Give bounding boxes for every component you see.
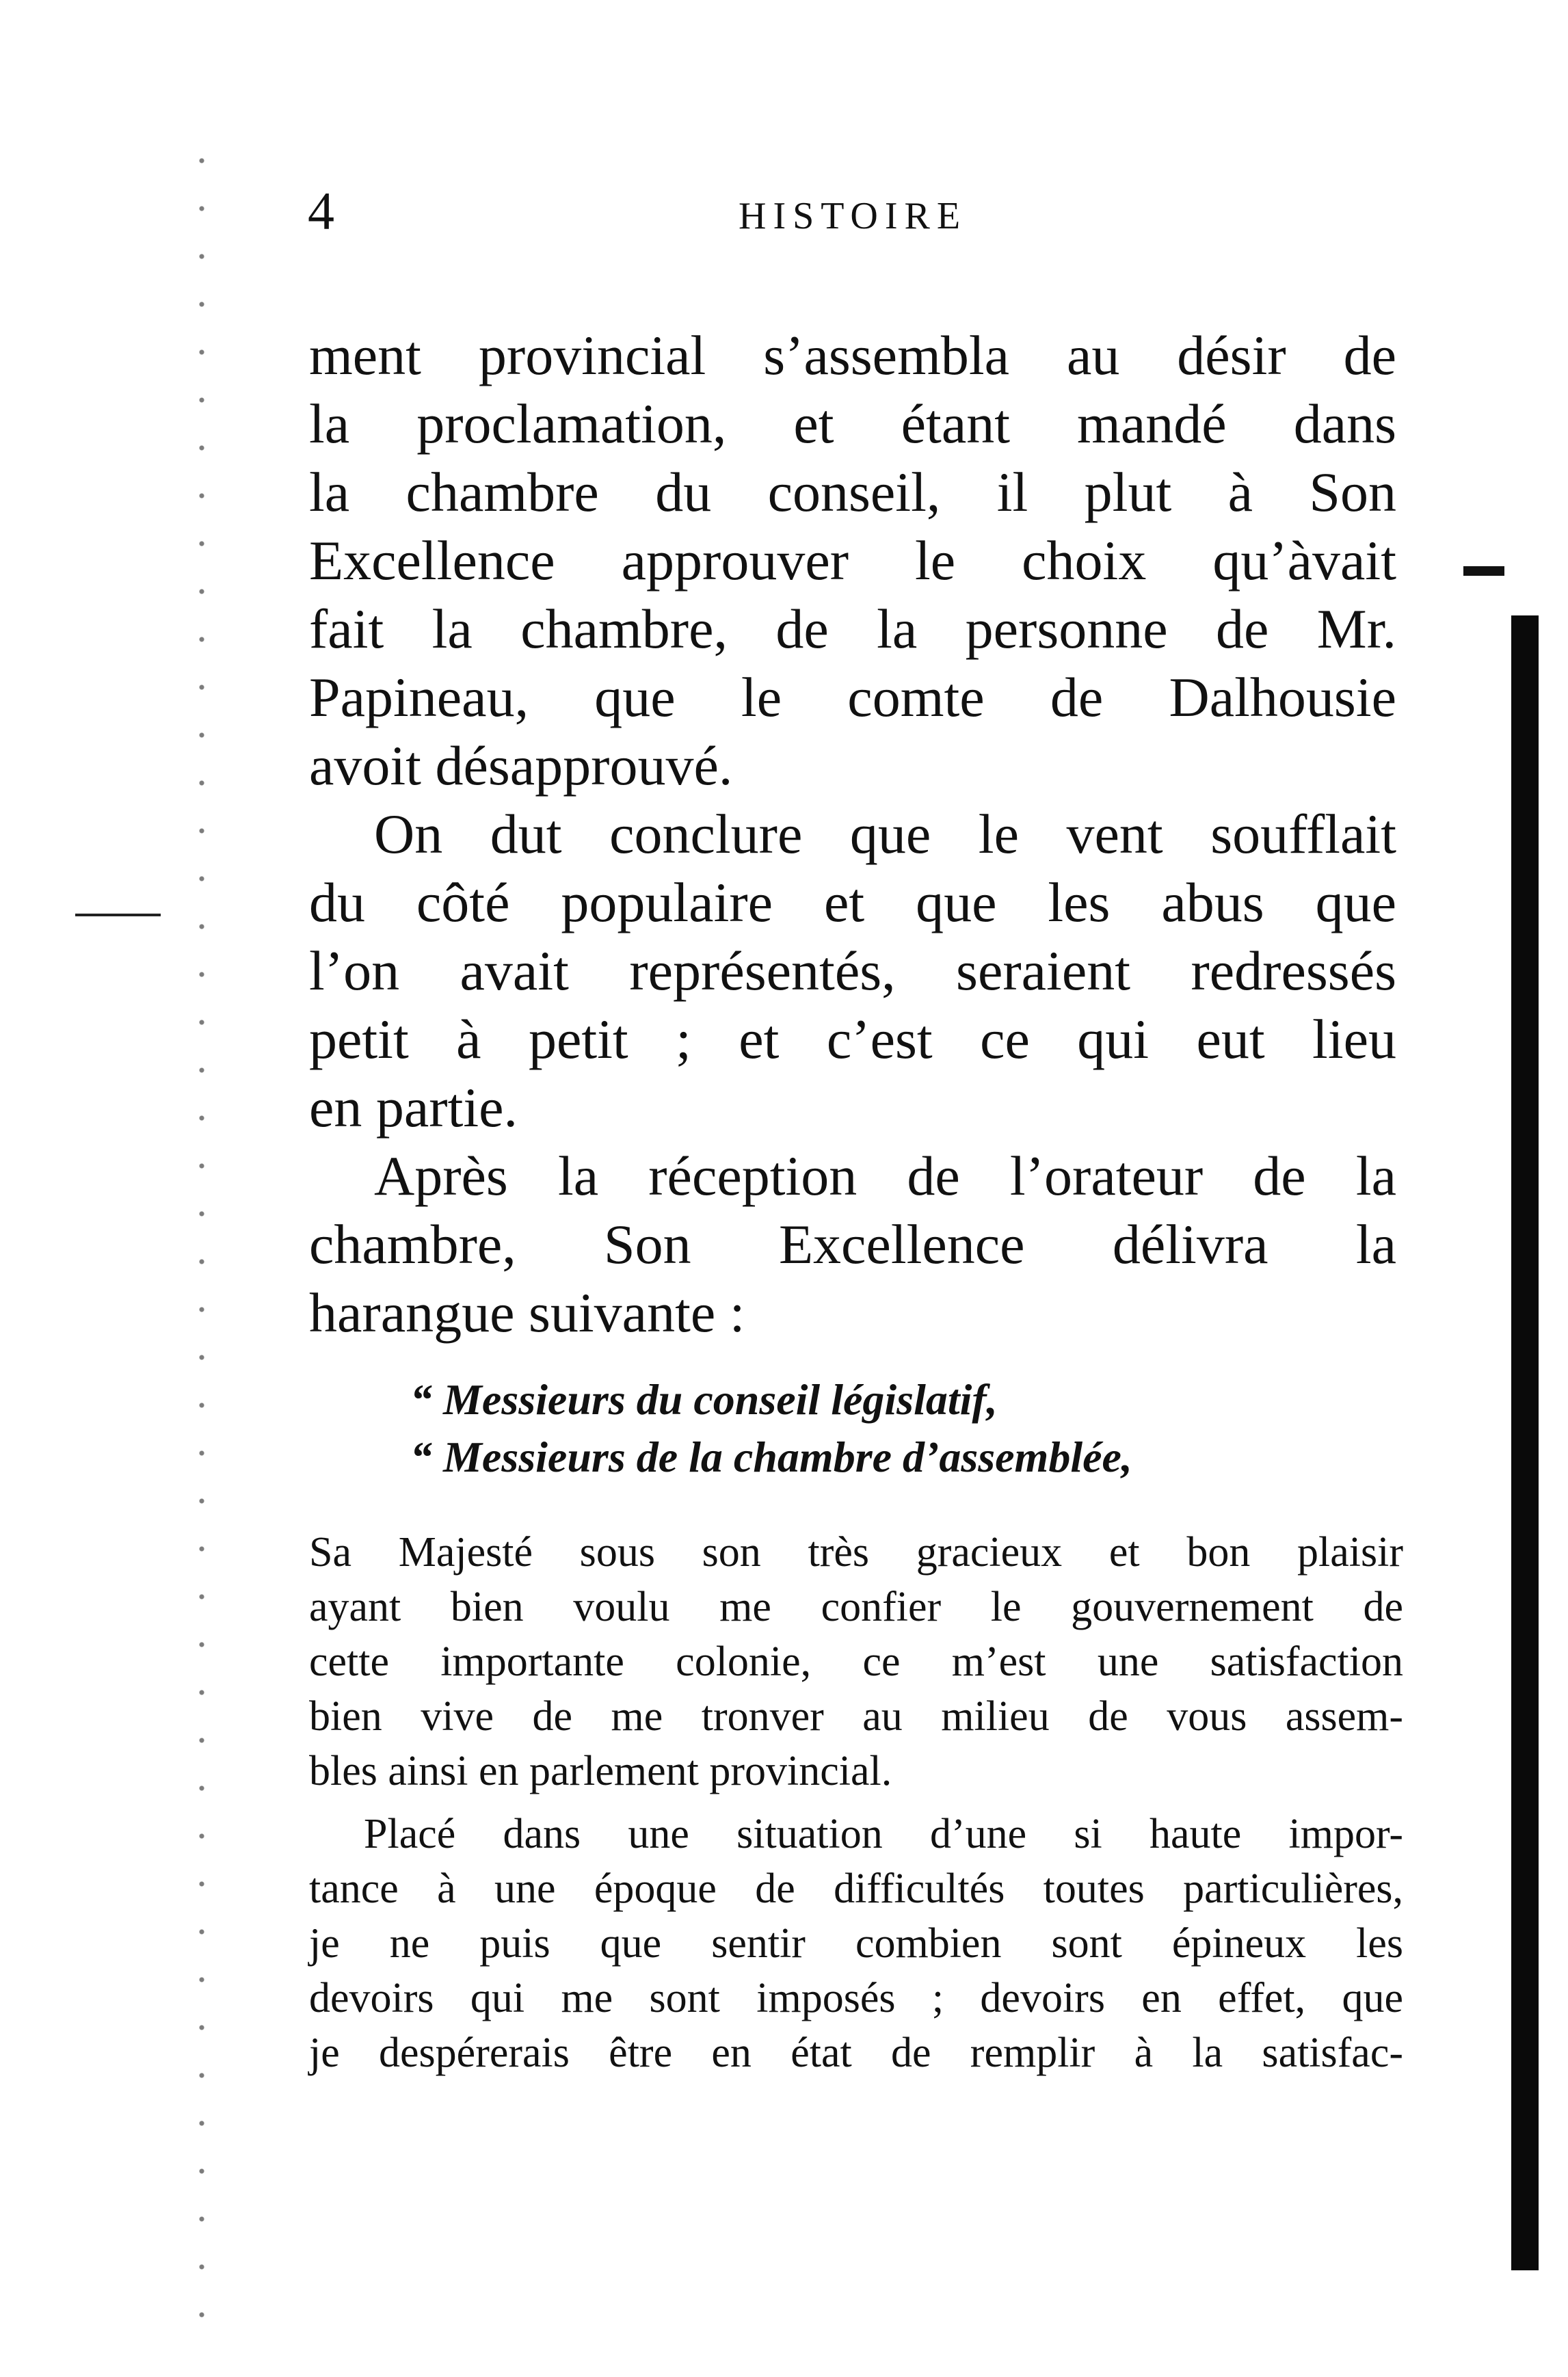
body-line: avoit désapprouvé.	[309, 734, 733, 797]
edge-tick-mark	[1463, 566, 1504, 576]
running-head	[301, 181, 1409, 260]
gutter-scan-marks	[195, 137, 209, 2325]
body-line: la chambre du conseil, il plut à Son	[309, 461, 1396, 523]
body-line: l’on avait représentés, seraient redressés	[309, 940, 1396, 1002]
speech-line: je ne puis que sentir combien sont épineux les	[309, 1920, 1403, 1967]
page-number: 4	[308, 181, 334, 241]
speech-text	[309, 1525, 1403, 2080]
speech-line: cette importante colonie, ce m’est une satisfaction	[309, 1638, 1403, 1685]
address-line: “ Messieurs du conseil législatif,	[410, 1375, 998, 1424]
body-line: la proclamation, et étant mandé dans	[309, 393, 1396, 455]
body-line: Après la réception de l’orateur de la	[374, 1145, 1396, 1207]
body-line: du côté populaire et que les abus que	[309, 871, 1396, 933]
body-line: On dut conclure que le vent soufflait	[374, 803, 1396, 865]
speech-line: Sa Majesté sous son très gracieux et bon plaisir	[309, 1529, 1403, 1576]
speech-line: devoirs qui me sont imposés ; devoirs en effet, que	[309, 1975, 1403, 2021]
speech-line: bles ainsi en parlement provincial.	[309, 1748, 892, 1794]
address-line: “ Messieurs de la chambre d’assemblée,	[410, 1433, 1132, 1481]
running-title: HISTOIRE	[739, 195, 968, 237]
body-line: petit à petit ; et c’est ce qui eut lieu	[309, 1008, 1396, 1070]
scan-edge-bar	[1511, 615, 1539, 2270]
body-line: chambre, Son Excellence délivra la	[309, 1213, 1396, 1275]
speech-line: je despérerais être en état de remplir à la satisfac-	[309, 2030, 1403, 2076]
speech-line: ayant bien voulu me confier le gouvernement de	[309, 1584, 1403, 1630]
speech-line: tance à une époque de difficultés toutes particulières,	[309, 1865, 1403, 1912]
speech-address	[410, 1371, 1402, 1486]
body-line: en partie.	[309, 1076, 518, 1139]
body-line: harangue suivante :	[309, 1282, 745, 1344]
speech-line: Placé dans une situation d’une si haute impor-	[364, 1811, 1403, 1857]
body-text	[309, 321, 1396, 1347]
body-line: Papineau, que le comte de Dalhousie	[309, 666, 1396, 728]
margin-rule-mark	[75, 914, 161, 916]
speech-line: bien vive de me tronver au milieu de vous assem-	[309, 1693, 1403, 1740]
body-line: Excellence approuver le choix qu’àvait	[309, 529, 1396, 592]
body-line: ment provincial s’assembla au désir de	[309, 324, 1396, 386]
body-line: fait la chambre, de la personne de Mr.	[309, 598, 1396, 660]
